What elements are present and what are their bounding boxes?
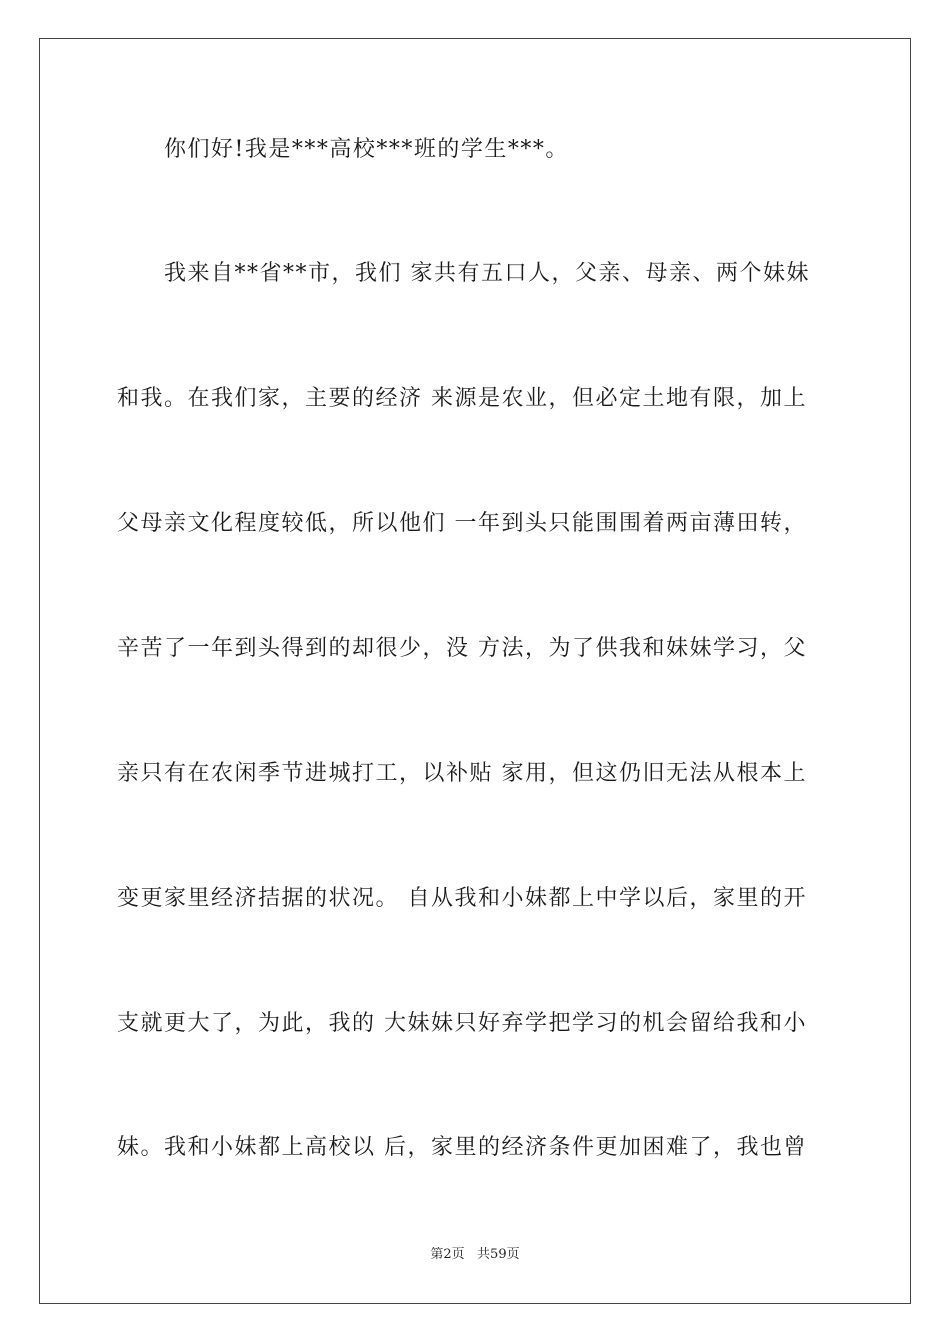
text-line: 亲只有在农闲季节进城打工，以补贴 家用，但这仍旧无法从根本上 (117, 761, 807, 786)
text-line: 父母亲文化程度较低，所以他们 一年到头只能围围着两亩薄田转， (117, 511, 807, 536)
text-line: 你们好!我是***高校***班的学生***。 (164, 137, 569, 162)
text-line: 支就更大了，为此，我的 大妹妹只好弃学把学习的机会留给我和小 (117, 1011, 807, 1036)
text-line: 和我。在我们家，主要的经济 来源是农业，但必定土地有限，加上 (117, 386, 807, 411)
text-line: 辛苦了一年到头得到的却很少，没 方法，为了供我和妹妹学习，父 (117, 636, 807, 661)
text-line: 变更家里经济拮据的状况。 自从我和小妹都上中学以后，家里的开 (117, 886, 807, 911)
text-line: 我来自**省**市，我们 家共有五口人，父亲、母亲、两个妹妹 (164, 261, 810, 286)
text-line: 妹。我和小妹都上高校以 后，家里的经济条件更加困难了，我也曾 (117, 1135, 807, 1160)
page-border (39, 38, 911, 1304)
page-number: 第2页 共59页 (430, 1247, 520, 1262)
